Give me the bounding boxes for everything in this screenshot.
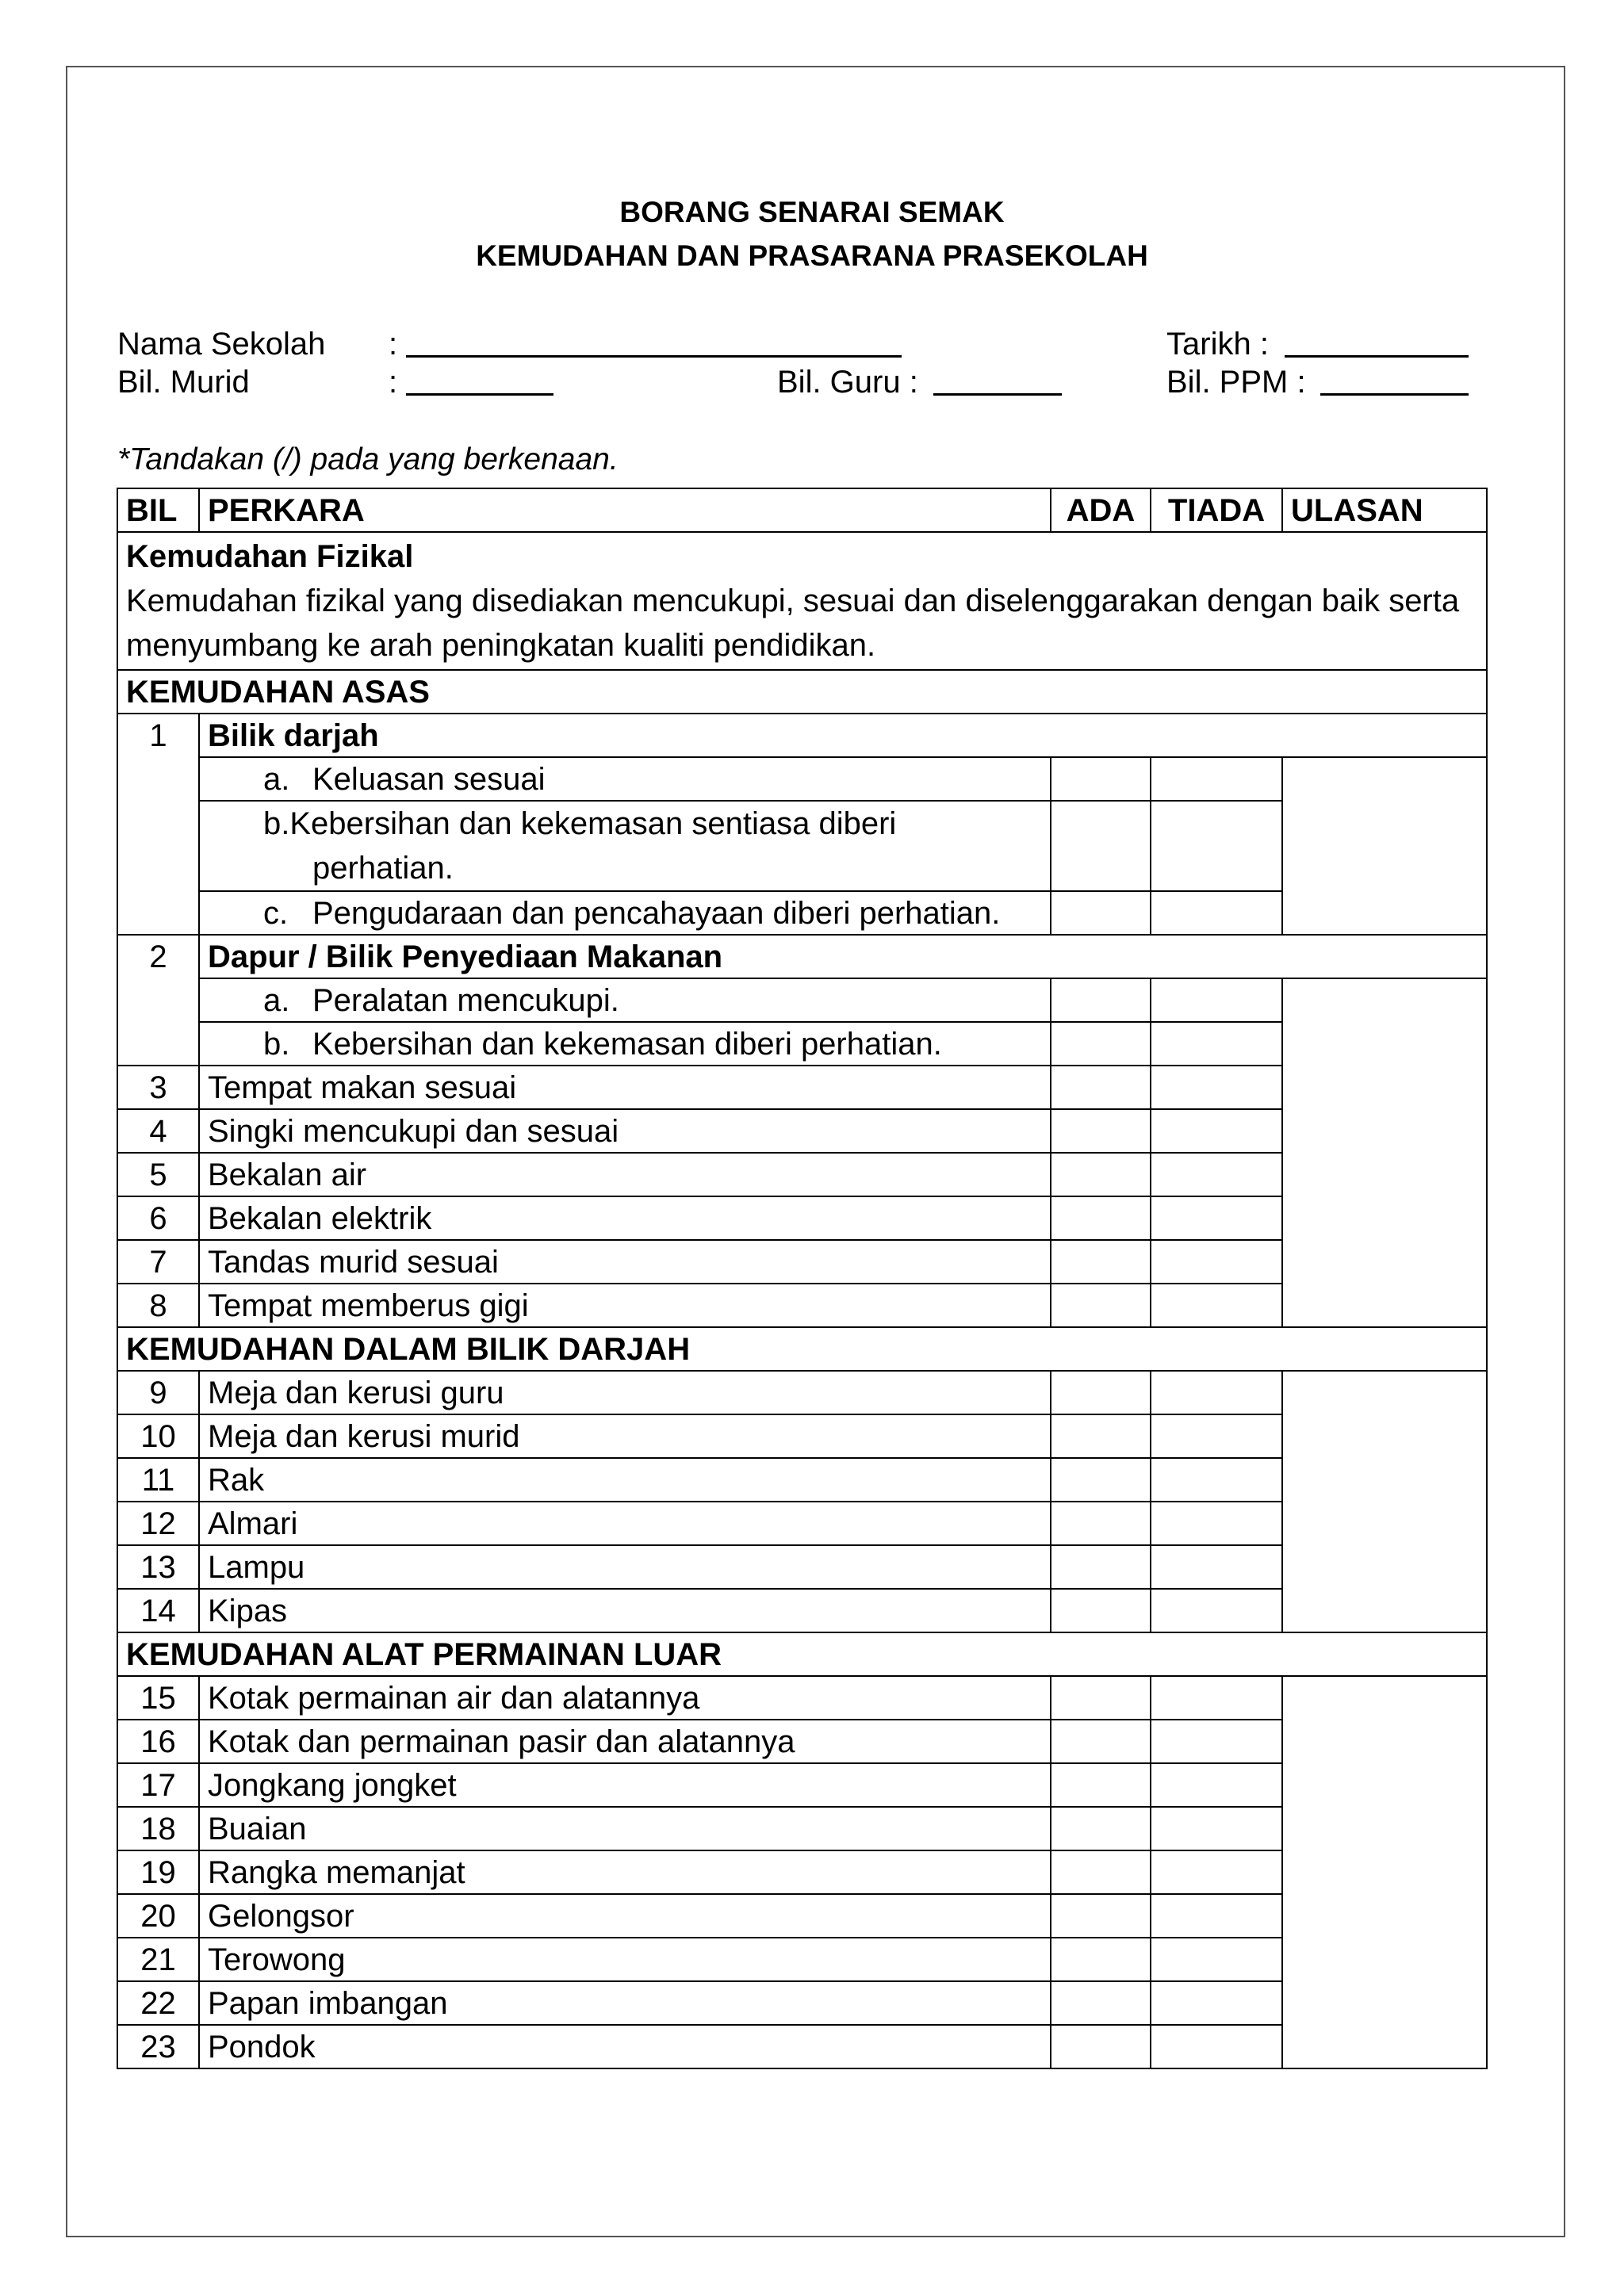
section-title-permainan-luar: KEMUDAHAN ALAT PERMAINAN LUAR — [117, 1632, 1487, 1676]
row-number: 18 — [117, 1807, 199, 1850]
tiada-checkbox[interactable] — [1151, 1981, 1282, 2025]
item-text: Meja dan kerusi guru — [199, 1371, 1051, 1414]
ada-checkbox[interactable] — [1051, 1894, 1151, 1938]
instruction-text: *Tandakan (/) pada yang berkenaan. — [117, 442, 619, 476]
col-header-perkara: PERKARA — [199, 488, 1051, 532]
ada-checkbox[interactable] — [1051, 1414, 1151, 1458]
ulasan-field[interactable] — [1282, 1371, 1487, 1632]
intro-row — [117, 532, 1487, 670]
item-text: Terowong — [199, 1938, 1051, 1981]
sub-item-marker: b. — [263, 1026, 290, 1062]
sub-item-marker: a. — [263, 982, 290, 1018]
row-number: 20 — [117, 1894, 199, 1938]
ada-checkbox[interactable] — [1051, 1807, 1151, 1850]
table-row — [117, 1850, 1487, 1894]
table-row — [117, 1894, 1487, 1938]
section-row — [117, 670, 1487, 714]
ada-checkbox[interactable] — [1051, 1938, 1151, 1981]
row-number: 19 — [117, 1850, 199, 1894]
table-row — [117, 1589, 1487, 1632]
col-header-ada: ADA — [1051, 488, 1151, 532]
table-row — [117, 714, 1487, 757]
tiada-checkbox[interactable] — [1151, 1938, 1282, 1981]
ada-checkbox[interactable] — [1051, 1545, 1151, 1589]
item-text: Gelongsor — [199, 1894, 1051, 1938]
sub-item — [199, 891, 1051, 935]
tiada-checkbox[interactable] — [1151, 1153, 1282, 1196]
table-row — [117, 1066, 1487, 1109]
item-text: Pondok — [199, 2025, 1051, 2068]
row-number: 3 — [117, 1066, 199, 1109]
item-text: Papan imbangan — [199, 1981, 1051, 2025]
intro-cell — [117, 532, 1487, 670]
table-row — [117, 1458, 1487, 1502]
ada-checkbox[interactable] — [1051, 1850, 1151, 1894]
tiada-checkbox[interactable] — [1151, 1458, 1282, 1502]
ada-checkbox[interactable] — [1051, 1284, 1151, 1327]
col-header-ulasan: ULASAN — [1282, 488, 1487, 532]
row-number: 1 — [117, 714, 199, 757]
table-row — [117, 1153, 1487, 1196]
item-text: Lampu — [199, 1545, 1051, 1589]
tiada-checkbox[interactable] — [1151, 1720, 1282, 1763]
tarikh-field[interactable] — [1285, 327, 1469, 358]
row-number-spacer — [117, 978, 199, 1022]
section-title-asas: KEMUDAHAN ASAS — [117, 670, 1487, 714]
ada-checkbox[interactable] — [1051, 1371, 1151, 1414]
tiada-checkbox[interactable] — [1151, 1676, 1282, 1720]
table-row — [117, 1196, 1487, 1240]
table-header-row — [117, 488, 1487, 532]
tiada-checkbox[interactable] — [1151, 1545, 1282, 1589]
item-text: Kipas — [199, 1589, 1051, 1632]
sub-item — [199, 978, 1051, 1022]
tarikh-label: Tarikh : — [1166, 327, 1269, 362]
tiada-checkbox[interactable] — [1151, 757, 1282, 801]
bil-ppm-label: Bil. PPM : — [1166, 365, 1306, 400]
nama-sekolah-label: Nama Sekolah — [117, 327, 326, 362]
row-number: 16 — [117, 1720, 199, 1763]
tiada-checkbox[interactable] — [1151, 1502, 1282, 1545]
table-row — [117, 1720, 1487, 1763]
table-row — [117, 801, 1487, 891]
tiada-checkbox[interactable] — [1151, 891, 1282, 935]
sub-item-marker: a. — [263, 761, 290, 797]
ada-checkbox[interactable] — [1051, 1981, 1151, 2025]
bil-murid-field[interactable] — [406, 365, 553, 396]
checklist-table — [117, 488, 1488, 2069]
section-row — [117, 1632, 1487, 1676]
tiada-checkbox[interactable] — [1151, 1850, 1282, 1894]
row-number: 4 — [117, 1109, 199, 1153]
sub-item-text: Kebersihan dan kekemasan sentiasa diberi perhatian. — [289, 806, 897, 886]
tiada-checkbox[interactable] — [1151, 1284, 1282, 1327]
nama-sekolah-field[interactable] — [406, 327, 902, 358]
ada-checkbox[interactable] — [1051, 2025, 1151, 2068]
row-number-spacer — [117, 1022, 199, 1066]
form-subtitle: KEMUDAHAN DAN PRASARANA PRASEKOLAH — [476, 239, 1148, 272]
table-row — [117, 1545, 1487, 1589]
sub-item-marker: c. — [263, 895, 289, 931]
bil-murid-label: Bil. Murid — [117, 365, 250, 400]
table-row — [117, 1022, 1487, 1066]
row-number: 22 — [117, 1981, 199, 2025]
tiada-checkbox[interactable] — [1151, 1109, 1282, 1153]
intro-title: Kemudahan Fizikal — [126, 539, 414, 574]
ulasan-field[interactable] — [1282, 978, 1487, 1327]
col-header-tiada: TIADA — [1151, 488, 1282, 532]
row-number: 5 — [117, 1153, 199, 1196]
item-text: Almari — [199, 1502, 1051, 1545]
sub-item-text: Keluasan sesuai — [312, 761, 546, 797]
ada-checkbox[interactable] — [1051, 1022, 1151, 1066]
bil-guru-label: Bil. Guru : — [777, 365, 918, 400]
ada-checkbox[interactable] — [1051, 1676, 1151, 1720]
row-number: 6 — [117, 1196, 199, 1240]
tiada-checkbox[interactable] — [1151, 2025, 1282, 2068]
sub-item-marker: b. — [263, 806, 290, 841]
item-text: Kotak dan permainan pasir dan alatannya — [199, 1720, 1051, 1763]
table-row — [117, 757, 1487, 801]
tiada-checkbox[interactable] — [1151, 1763, 1282, 1807]
item-text: Kotak permainan air dan alatannya — [199, 1676, 1051, 1720]
ulasan-field[interactable] — [1282, 1676, 1487, 2068]
sub-item-text: Peralatan mencukupi. — [312, 982, 619, 1018]
table-row — [117, 1414, 1487, 1458]
row-number: 13 — [117, 1545, 199, 1589]
item-text: Rangka memanjat — [199, 1850, 1051, 1894]
table-row — [117, 1938, 1487, 1981]
ada-checkbox[interactable] — [1051, 801, 1151, 891]
row-number: 21 — [117, 1938, 199, 1981]
tiada-checkbox[interactable] — [1151, 1066, 1282, 1109]
ada-checkbox[interactable] — [1051, 1240, 1151, 1284]
row-number-spacer — [117, 757, 199, 801]
ada-checkbox[interactable] — [1051, 1458, 1151, 1502]
tiada-checkbox[interactable] — [1151, 1807, 1282, 1850]
table-row — [117, 1981, 1487, 2025]
tiada-checkbox[interactable] — [1151, 978, 1282, 1022]
sub-item — [199, 757, 1051, 801]
row-number: 23 — [117, 2025, 199, 2068]
row-number: 14 — [117, 1589, 199, 1632]
ada-checkbox[interactable] — [1051, 757, 1151, 801]
table-row — [117, 2025, 1487, 2068]
ada-checkbox[interactable] — [1051, 1196, 1151, 1240]
nama-sekolah-colon: : — [389, 327, 398, 362]
bil-murid-colon: : — [389, 365, 398, 400]
item-text: Meja dan kerusi murid — [199, 1414, 1051, 1458]
row-number: 17 — [117, 1763, 199, 1807]
item-text: Tempat memberus gigi — [199, 1284, 1051, 1327]
ada-checkbox[interactable] — [1051, 1066, 1151, 1109]
table-row — [117, 1807, 1487, 1850]
sub-item — [199, 801, 1051, 891]
tiada-checkbox[interactable] — [1151, 1022, 1282, 1066]
tiada-checkbox[interactable] — [1151, 1589, 1282, 1632]
section-row — [117, 1327, 1487, 1371]
item-text: Tandas murid sesuai — [199, 1240, 1051, 1284]
table-row — [117, 1676, 1487, 1720]
tiada-checkbox[interactable] — [1151, 1371, 1282, 1414]
row-number: 10 — [117, 1414, 199, 1458]
tiada-checkbox[interactable] — [1151, 801, 1282, 891]
ada-checkbox[interactable] — [1051, 1763, 1151, 1807]
row-number-spacer — [117, 891, 199, 935]
table-row — [117, 1284, 1487, 1327]
tiada-checkbox[interactable] — [1151, 1414, 1282, 1458]
table-row — [117, 1109, 1487, 1153]
ada-checkbox[interactable] — [1051, 1720, 1151, 1763]
col-header-bil: BIL — [117, 488, 199, 532]
item-title: Bilik darjah — [199, 714, 1487, 757]
intro-text: Kemudahan fizikal yang disediakan mencukupi, sesuai dan diselenggarakan dengan baik serta menyumbang ke arah peningkatan kualiti pendidikan. — [126, 584, 1460, 663]
row-number: 12 — [117, 1502, 199, 1545]
sub-item-text: Kebersihan dan kekemasan diberi perhatian. — [312, 1026, 942, 1062]
item-text: Tempat makan sesuai — [199, 1066, 1051, 1109]
item-text: Jongkang jongket — [199, 1763, 1051, 1807]
ada-checkbox[interactable] — [1051, 1153, 1151, 1196]
item-title: Dapur / Bilik Penyediaan Makanan — [199, 935, 1487, 978]
bil-ppm-field[interactable] — [1320, 365, 1469, 396]
table-row — [117, 1371, 1487, 1414]
tiada-checkbox[interactable] — [1151, 1240, 1282, 1284]
item-text: Buaian — [199, 1807, 1051, 1850]
row-number: 15 — [117, 1676, 199, 1720]
ada-checkbox[interactable] — [1051, 1589, 1151, 1632]
item-text: Bekalan elektrik — [199, 1196, 1051, 1240]
item-text: Bekalan air — [199, 1153, 1051, 1196]
row-number-spacer — [117, 801, 199, 891]
row-number: 7 — [117, 1240, 199, 1284]
ulasan-field[interactable] — [1282, 757, 1487, 935]
table-row — [117, 891, 1487, 935]
sub-item-text: Pengudaraan dan pencahayaan diberi perhatian. — [312, 895, 1001, 931]
form-title: BORANG SENARAI SEMAK — [619, 196, 1005, 228]
row-number: 2 — [117, 935, 199, 978]
row-number: 8 — [117, 1284, 199, 1327]
item-text: Rak — [199, 1458, 1051, 1502]
table-row — [117, 1240, 1487, 1284]
ada-checkbox[interactable] — [1051, 891, 1151, 935]
ada-checkbox[interactable] — [1051, 1502, 1151, 1545]
ada-checkbox[interactable] — [1051, 1109, 1151, 1153]
row-number: 11 — [117, 1458, 199, 1502]
row-number: 9 — [117, 1371, 199, 1414]
section-title-bilik-darjah: KEMUDAHAN DALAM BILIK DARJAH — [117, 1327, 1487, 1371]
sub-item — [199, 1022, 1051, 1066]
item-text: Singki mencukupi dan sesuai — [199, 1109, 1051, 1153]
table-row — [117, 978, 1487, 1022]
tiada-checkbox[interactable] — [1151, 1894, 1282, 1938]
bil-guru-field[interactable] — [933, 365, 1062, 396]
table-row — [117, 935, 1487, 978]
table-row — [117, 1502, 1487, 1545]
tiada-checkbox[interactable] — [1151, 1196, 1282, 1240]
table-row — [117, 1763, 1487, 1807]
ada-checkbox[interactable] — [1051, 978, 1151, 1022]
